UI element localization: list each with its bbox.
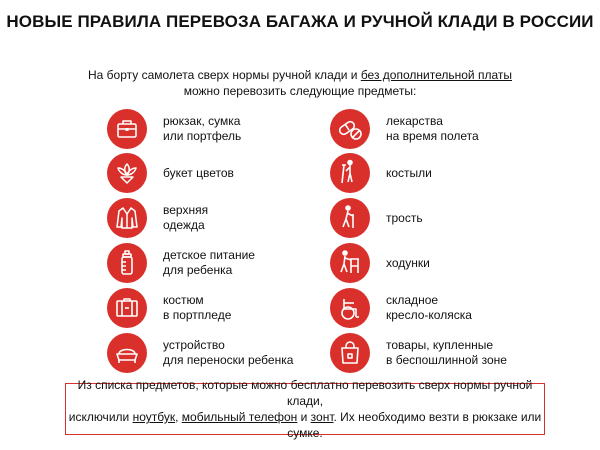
item-label: лекарства на время полета xyxy=(386,114,479,143)
notice-laptop: ноутбук xyxy=(132,410,176,424)
duty-free-bag-icon xyxy=(330,333,370,373)
briefcase-icon xyxy=(107,109,147,149)
notice-line-1: Из списка предметов, которые можно бесплатно перевозить сверх нормы ручной клади, xyxy=(77,378,533,408)
coat-icon xyxy=(107,198,147,238)
baby-carrier-icon xyxy=(107,333,147,373)
item-label: детское питание для ребенка xyxy=(163,248,255,277)
item-label: верхняя одежда xyxy=(163,203,209,232)
item-label: товары, купленные в беспошлинной зоне xyxy=(386,338,507,367)
crutches-icon xyxy=(330,153,370,193)
pills-icon xyxy=(330,109,370,149)
page-title: НОВЫЕ ПРАВИЛА ПЕРЕВОЗА БАГАЖА И РУЧНОЙ КЛАДИ В РОССИИ xyxy=(6,12,594,31)
intro-text xyxy=(0,67,600,99)
notice-line-2: исключили ноутбук, мобильный телефон и зонт. Их необходимо везти в рюкзаке или сумке. xyxy=(68,410,542,440)
intro-line-2: можно перевозить следующие предметы: xyxy=(183,84,417,98)
item-label: костюм в портпледе xyxy=(163,293,232,322)
cane-icon xyxy=(330,198,370,238)
item-label: трость xyxy=(386,210,423,225)
notice-umbrella: зонт xyxy=(310,410,334,424)
baby-bottle-icon xyxy=(107,243,147,283)
wheelchair-icon xyxy=(330,288,370,328)
walker-icon xyxy=(330,243,370,283)
notice-phone: мобильный телефон xyxy=(181,410,298,424)
intro-part-1: На борту самолета сверх нормы ручной клади и xyxy=(88,68,361,82)
intro-line-1 xyxy=(0,67,600,83)
intro-underlined: без дополнительной платы xyxy=(360,68,512,82)
item-label: рюкзак, сумка или портфель xyxy=(163,114,242,143)
item-label: ходунки xyxy=(386,255,430,270)
item-label: букет цветов xyxy=(163,165,234,180)
suit-bag-icon xyxy=(107,288,147,328)
item-label: устройство для переноски ребенка xyxy=(163,338,294,367)
flower-bouquet-icon xyxy=(107,153,147,193)
item-label: костыли xyxy=(386,165,432,180)
item-label: складное кресло-коляска xyxy=(386,293,472,322)
notice-box xyxy=(65,378,545,440)
